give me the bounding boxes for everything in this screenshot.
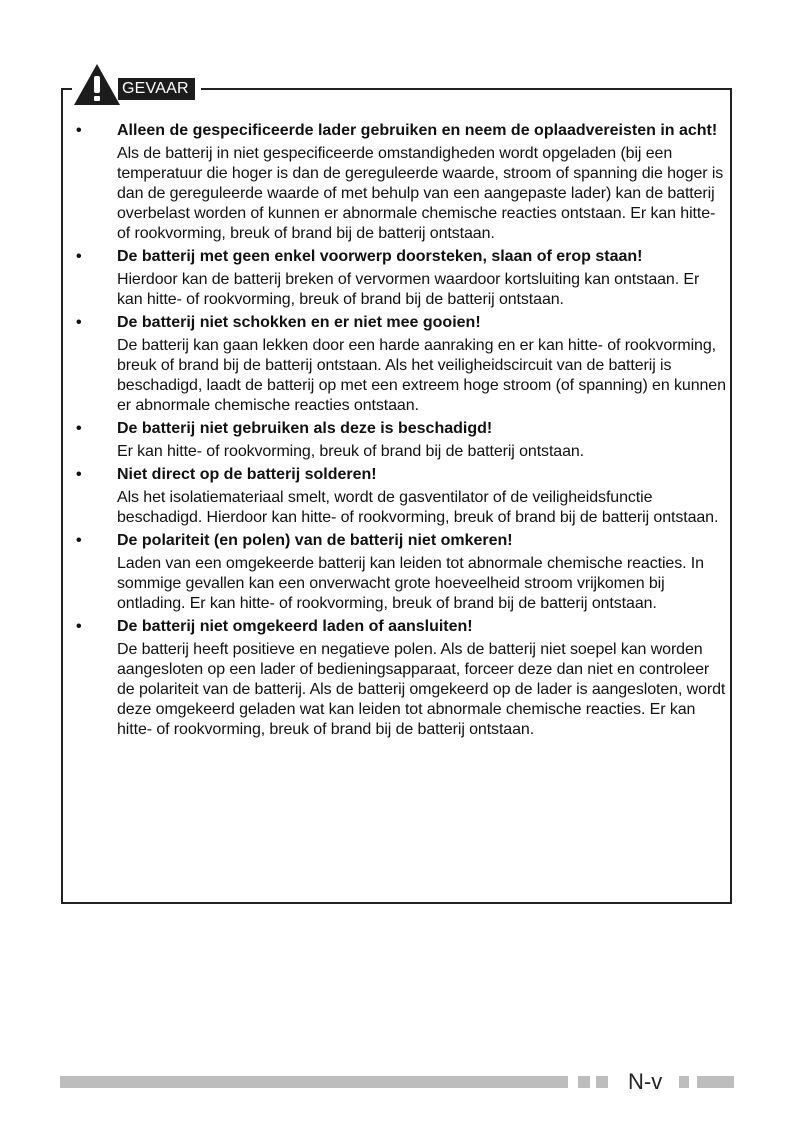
warning-list [76, 121, 726, 743]
bullet: • [76, 248, 82, 265]
footer-bar-end [697, 1076, 734, 1088]
bullet: • [76, 618, 82, 635]
warning-label: GEVAAR [118, 78, 195, 100]
item-body: Hierdoor kan de batterij breken of vervormen waardoor kortsluiting kan ontstaan. Er kan hitte- of rookvorming, breuk of brand bij de batterij ontstaan. [117, 271, 700, 308]
footer-bar-segment [679, 1076, 689, 1088]
item-title: De batterij niet gebruiken als deze is beschadigd! [117, 420, 493, 437]
list-item [76, 121, 726, 244]
item-body: Als het isolatiemateriaal smelt, wordt de gasventilator of de veiligheidsfunctie beschadigd. Hierdoor kan hitte- of rookvorming, breuk of brand bij de batterij ontstaan. [117, 489, 719, 526]
item-body: Laden van een omgekeerde batterij kan leiden tot abnormale chemische reacties. In sommige gevallen kan een onverwacht grote hoeveelheid stroom vrijkomen bij ontlading. Er kan hitte- of rookvorming, breuk of brand bij de batterij ontstaan. [117, 555, 704, 612]
warning-header [72, 62, 201, 106]
bullet: • [76, 420, 82, 437]
footer-bar-segment [596, 1076, 608, 1088]
item-title: De batterij niet schokken en er niet mee gooien! [117, 314, 481, 331]
item-title: Alleen de gespecificeerde lader gebruiken en neem de oplaadvereisten in acht! [117, 122, 718, 139]
page-footer [0, 1070, 795, 1094]
bullet: • [76, 122, 82, 139]
item-body: Als de batterij in niet gespecificeerde omstandigheden wordt opgeladen (bij een temperatuur die hoger is dan de gereguleerde waarde, stroom of spanning die hoger is dan de gereguleerde waarde of met behulp van een aangepaste lader) kan de batterij overbelast worden of kunnen er abnormale chemische reacties ontstaan. Er kan hitte- of rookvorming, breuk of brand bij de batterij ontstaan. [117, 145, 724, 242]
item-title: De polariteit (en polen) van de batterij niet omkeren! [117, 532, 513, 549]
list-item [76, 531, 726, 614]
item-body: De batterij kan gaan lekken door een harde aanraking en er kan hitte- of rookvorming, breuk of brand bij de batterij ontstaan. Als het veiligheidscircuit van de batterij is beschadigd, laadt de batterij op met een extreem hoge stroom (of spanning) en kunnen er abnormale chemische reacties ontstaan. [117, 337, 726, 414]
page-number: N-v [628, 1069, 663, 1094]
item-body: De batterij heeft positieve en negatieve polen. Als de batterij niet soepel kan worden aangesloten op een lader of bedieningsapparaat, forceer deze dan niet en controleer de polariteit van de batterij. Als de batterij omgekeerd op de lader is aangesloten, wordt deze omgekeerd geladen wat kan leiden tot abnormale chemische reacties. Er kan hitte- of rookvorming, breuk of brand bij de batterij ontstaan. [117, 641, 726, 738]
list-item [76, 313, 726, 416]
warning-icon [72, 62, 122, 106]
item-body: Er kan hitte- of rookvorming, breuk of brand bij de batterij ontstaan. [117, 443, 585, 460]
item-title: De batterij met geen enkel voorwerp doorsteken, slaan of erop staan! [117, 248, 643, 265]
bullet: • [76, 466, 82, 483]
list-item [76, 247, 726, 310]
bullet: • [76, 532, 82, 549]
footer-bar [60, 1076, 568, 1088]
footer-bar-segment [578, 1076, 590, 1088]
list-item [76, 617, 726, 740]
item-title: De batterij niet omgekeerd laden of aansluiten! [117, 618, 473, 635]
list-item [76, 419, 726, 462]
list-item [76, 465, 726, 528]
bullet: • [76, 314, 82, 331]
item-title: Niet direct op de batterij solderen! [117, 466, 377, 483]
